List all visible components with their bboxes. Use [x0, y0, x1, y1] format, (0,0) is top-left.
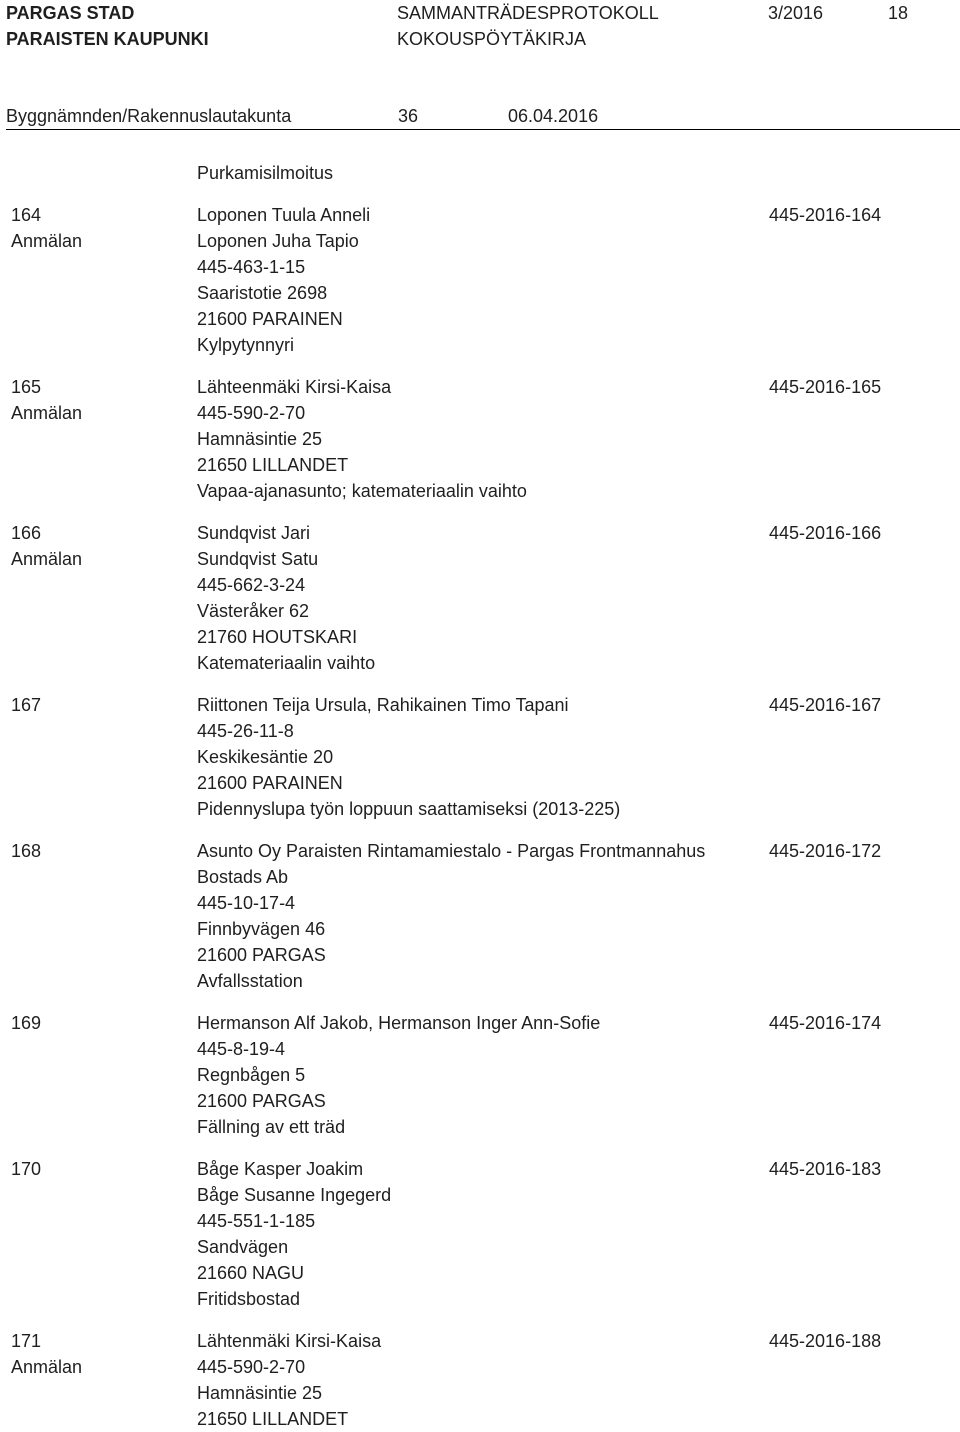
item-detail-line: Saaristotie 2698 [197, 283, 328, 303]
document-type [397, 0, 659, 52]
item-detail-line: Katemateriaalin vaihto [197, 653, 376, 673]
item-number-value: 164 [11, 205, 42, 225]
item-detail-line: Västeråker 62 [197, 601, 310, 621]
board-name: Byggnämnden/Rakennuslautakunta [6, 106, 292, 126]
item-detail-line: Lähteenmäki Kirsi-Kaisa [197, 377, 392, 397]
item-detail-line: Regnbågen 5 [197, 1065, 306, 1085]
item-reference: 445-2016-174 [769, 1013, 882, 1033]
item-type: Anmälan [11, 231, 83, 251]
item-reference: 445-2016-183 [769, 1159, 882, 1179]
item-type: Anmälan [11, 403, 83, 423]
item-number [11, 1010, 41, 1036]
item-reference: 445-2016-166 [769, 523, 882, 543]
item-detail-line: 445-463-1-15 [197, 257, 306, 277]
item-number [11, 374, 82, 426]
item-detail-line: 21600 PARAINEN [197, 309, 343, 329]
item-detail-line: Pidennyslupa työn loppuun saattamiseksi (2013-225) [197, 799, 621, 819]
item-detail-line: 445-590-2-70 [197, 403, 306, 423]
header-divider [6, 129, 960, 130]
item-number [11, 520, 82, 572]
organization-name-sv: PARGAS STAD [6, 3, 135, 23]
item-detail-line: 21600 PARAINEN [197, 773, 343, 793]
item-detail-line: Asunto Oy Paraisten Rintamamiestalo - Pargas Frontmannahus [197, 841, 706, 861]
item-detail-line: 21600 PARGAS [197, 945, 326, 965]
item-detail-line: 21760 HOUTSKARI [197, 627, 358, 647]
item-detail-line: 445-8-19-4 [197, 1039, 286, 1059]
item-detail-line: Avfallsstation [197, 971, 303, 991]
item-number [11, 1328, 82, 1380]
item-detail-line: Vapaa-ajanasunto; katemateriaalin vaihto [197, 481, 527, 501]
item-detail-line: 445-10-17-4 [197, 893, 296, 913]
item-detail-line: Kylpytynnyri [197, 335, 295, 355]
item-number-value: 171 [11, 1331, 42, 1351]
item-detail-line: Hermanson Alf Jakob, Hermanson Inger Ann-Sofie [197, 1013, 601, 1033]
section-heading: Purkamisilmoitus [197, 163, 334, 183]
item-detail-line: Fritidsbostad [197, 1289, 301, 1309]
item-detail-line: 21600 PARGAS [197, 1091, 326, 1111]
item-detail-line: 445-26-11-8 [197, 721, 294, 741]
item-detail-line: Lähtenmäki Kirsi-Kaisa [197, 1331, 382, 1351]
item-details [197, 202, 370, 358]
item-detail-line: Fällning av ett träd [197, 1117, 346, 1137]
item-reference: 445-2016-188 [769, 1331, 882, 1351]
item-details [197, 1328, 381, 1432]
meeting-number: 3/2016 [768, 3, 824, 23]
item-detail-line: 445-551-1-185 [197, 1211, 316, 1231]
item-reference: 445-2016-172 [769, 841, 882, 861]
item-number-value: 166 [11, 523, 42, 543]
item-detail-line: Loponen Tuula Anneli [197, 205, 371, 225]
item-reference: 445-2016-164 [769, 205, 882, 225]
item-detail-line: Sandvägen [197, 1237, 289, 1257]
item-detail-line: 445-590-2-70 [197, 1357, 306, 1377]
page-number: 18 [888, 3, 909, 23]
section-number: 36 [398, 106, 419, 126]
item-detail-line: 21650 LILLANDET [197, 1409, 349, 1429]
item-detail-line: 21660 NAGU [197, 1263, 305, 1283]
item-number-value: 165 [11, 377, 42, 397]
document-type-sv: SAMMANTRÄDESPROTOKOLL [397, 3, 659, 23]
item-reference: 445-2016-167 [769, 695, 882, 715]
item-detail-line: Hamnäsintie 25 [197, 429, 323, 449]
page-header [6, 0, 956, 52]
organization-name [6, 0, 209, 52]
item-detail-line: Loponen Juha Tapio [197, 231, 359, 251]
item-detail-line: Sundqvist Satu [197, 549, 319, 569]
item-number [11, 1156, 41, 1182]
item-number-value: 169 [11, 1013, 42, 1033]
item-detail-line: Riittonen Teija Ursula, Rahikainen Timo Tapani [197, 695, 569, 715]
item-number-value: 167 [11, 695, 42, 715]
item-reference: 445-2016-165 [769, 377, 882, 397]
organization-name-fi: PARAISTEN KAUPUNKI [6, 29, 209, 49]
item-detail-line: Bostads Ab [197, 867, 289, 887]
item-number-value: 170 [11, 1159, 42, 1179]
item-detail-line: Sundqvist Jari [197, 523, 311, 543]
item-details [197, 1156, 391, 1312]
item-detail-line: Finnbyvägen 46 [197, 919, 326, 939]
item-number [11, 202, 82, 254]
document-type-fi: KOKOUSPÖYTÄKIRJA [397, 29, 587, 49]
item-type: Anmälan [11, 1357, 83, 1377]
item-details [197, 520, 375, 676]
item-number [11, 692, 41, 718]
item-details [197, 692, 620, 822]
item-detail-line: Keskikesäntie 20 [197, 747, 334, 767]
item-details [197, 1010, 600, 1140]
item-detail-line: Båge Kasper Joakim [197, 1159, 364, 1179]
item-type: Anmälan [11, 549, 83, 569]
item-detail-line: Hamnäsintie 25 [197, 1383, 323, 1403]
item-number [11, 838, 41, 864]
item-details [197, 374, 527, 504]
item-number-value: 168 [11, 841, 42, 861]
item-detail-line: 445-662-3-24 [197, 575, 306, 595]
item-detail-line: Båge Susanne Ingegerd [197, 1185, 392, 1205]
item-detail-line: 21650 LILLANDET [197, 455, 349, 475]
meeting-date: 06.04.2016 [508, 106, 599, 126]
item-details [197, 838, 705, 994]
